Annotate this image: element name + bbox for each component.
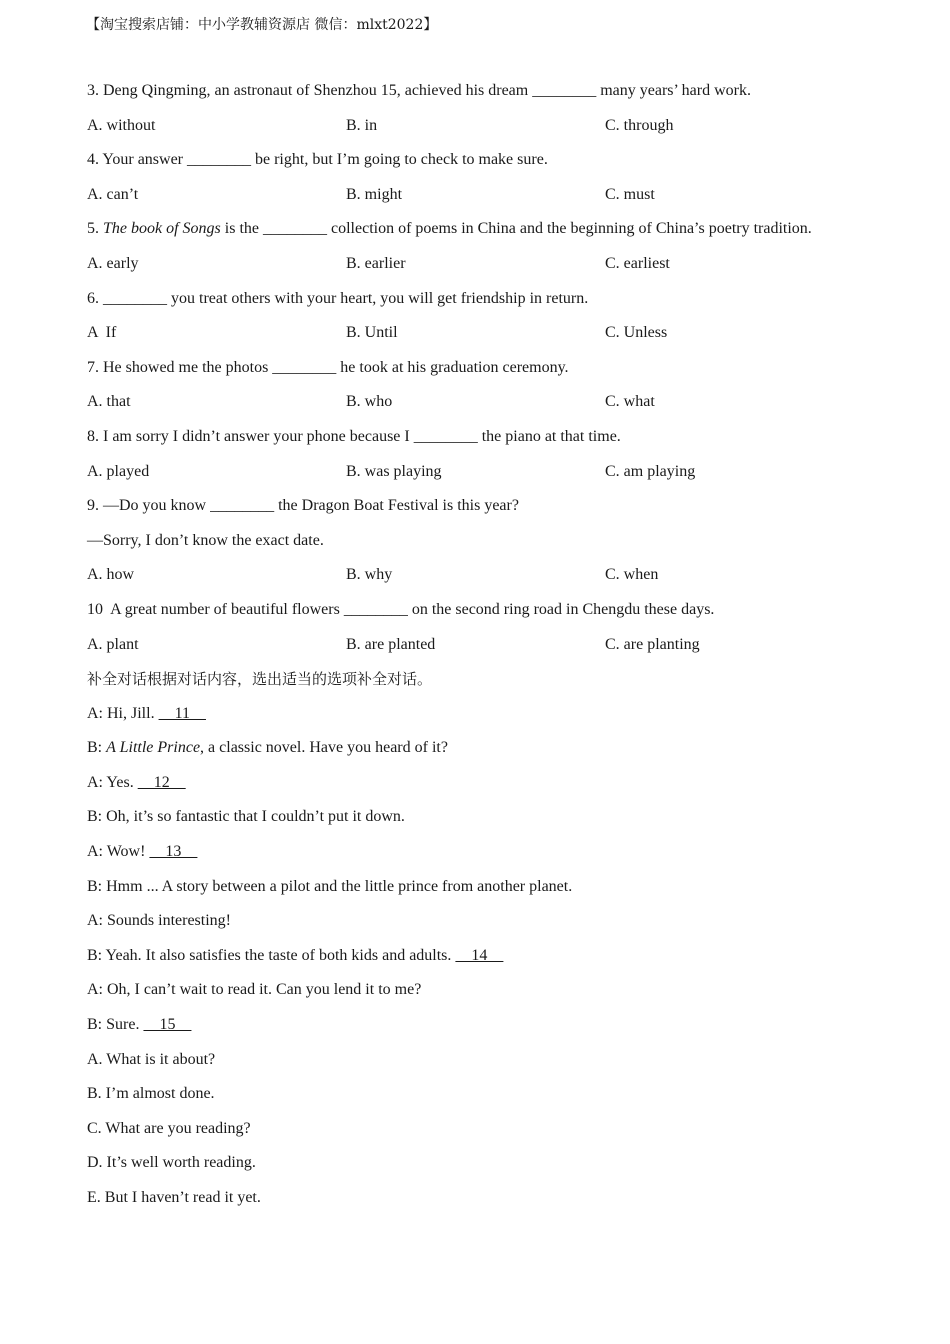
exam-content [87,79,887,1221]
dialogue-text: A: Yes. [87,773,138,791]
option-a: A. plant [87,635,139,653]
dialogue-line: B: Hmm ... A story between a pilot and the little prince from another planet. [87,877,573,895]
dialogue-text: , a classic novel. Have you heard of it? [200,739,448,757]
dialogue-line: A: Sounds interesting! [87,912,231,930]
question-stem: 9. —Do you know ________ the Dragon Boat Festival is this year? [87,497,519,515]
option-b: B. Until [346,324,398,342]
choice-item: B. I’m almost done. [87,1085,215,1103]
option-b: B. are planted [346,635,436,653]
dialogue-line [87,771,887,806]
answer-blank: 14 [455,946,504,964]
question-stem [87,217,887,252]
dialogue-text: A: Wow! [87,843,150,861]
option-c: C. Unless [605,324,668,342]
question-stem: 3. Deng Qingming, an astronaut of Shenzhou 15, achieved his dream ________ many years’ hard work. [87,82,751,99]
dialogue-line [87,1013,887,1048]
dialogue-line [87,944,887,979]
dialogue-line: B: Oh, it’s so fantastic that I couldn’t put it down. [87,808,405,826]
option-b: B. earlier [346,254,406,272]
option-b: B. might [346,185,403,203]
question-stem-reply: —Sorry, I don’t know the exact date. [87,531,324,549]
choice-item: E. But I haven’t read it yet. [87,1189,261,1206]
option-a: A If [87,324,117,342]
question-stem: 6. ________ you treat others with your heart, you will get friendship in return. [87,289,589,307]
option-row [87,252,887,287]
answer-blank: 12 [137,773,186,791]
option-row [87,390,887,425]
option-a: A. can’t [87,185,139,203]
option-row [87,460,887,495]
option-a: A. played [87,462,150,480]
option-b: B. was playing [346,462,442,480]
option-c: C. when [605,566,659,584]
choice-item: A. What is it about? [87,1050,216,1068]
dialogue-text: B: [87,739,107,757]
option-row [87,183,887,218]
dialogue-text: B: Yeah. It also satisfies the taste of both kids and adults. [87,946,456,964]
option-c: C. am playing [605,462,696,480]
dialogue-line [87,736,887,771]
section-instruction: 补全对话根据对话内容，选出适当的选项补全对话。 [87,670,433,689]
page-header: 【淘宝搜索店铺：中小学教辅资源店 微信：mlxt2022】 [86,17,438,33]
option-c: C. earliest [605,254,670,272]
answer-blank: 11 [158,704,206,722]
option-row [87,321,887,356]
option-a: A. early [87,254,139,272]
choice-item: D. It’s well worth reading. [87,1154,256,1172]
dialogue-line [87,840,887,875]
option-c: C. through [605,116,674,134]
option-a: A. that [87,393,131,411]
question-stem: 8. I am sorry I didn’t answer your phone because I ________ the piano at that time. [87,427,621,445]
option-b: B. in [346,116,378,134]
option-b: B. who [346,393,393,411]
dialogue-line: A: Oh, I can’t wait to read it. Can you lend it to me? [87,981,422,999]
option-b: B. why [346,566,393,584]
answer-blank: 15 [143,1016,192,1034]
dialogue-line [87,702,887,737]
option-row [87,633,887,668]
stem-prefix: 5. [87,220,103,238]
question-stem: 7. He showed me the photos ________ he took at his graduation ceremony. [87,358,569,376]
option-row [87,563,887,598]
dialogue-text: B: Sure. [87,1016,144,1034]
book-title: A Little Prince [106,739,201,757]
question-stem: 4. Your answer ________ be right, but I’m going to check to make sure. [87,151,548,169]
option-row [87,114,887,149]
option-c: C. must [605,185,655,203]
choice-item: C. What are you reading? [87,1119,251,1137]
option-c: C. are planting [605,635,700,653]
answer-blank: 13 [149,843,198,861]
question-stem: 10 A great number of beautiful flowers ________ on the second ring road in Chengdu these days. [87,600,715,618]
option-c: C. what [605,393,655,411]
option-a: A. how [87,566,135,584]
stem-suffix: is the ________ collection of poems in China and the beginning of China’s poetry tradition. [220,220,812,238]
option-a: A. without [87,116,156,134]
dialogue-text: A: Hi, Jill. [87,704,159,722]
book-title: The book of Songs [103,220,221,238]
